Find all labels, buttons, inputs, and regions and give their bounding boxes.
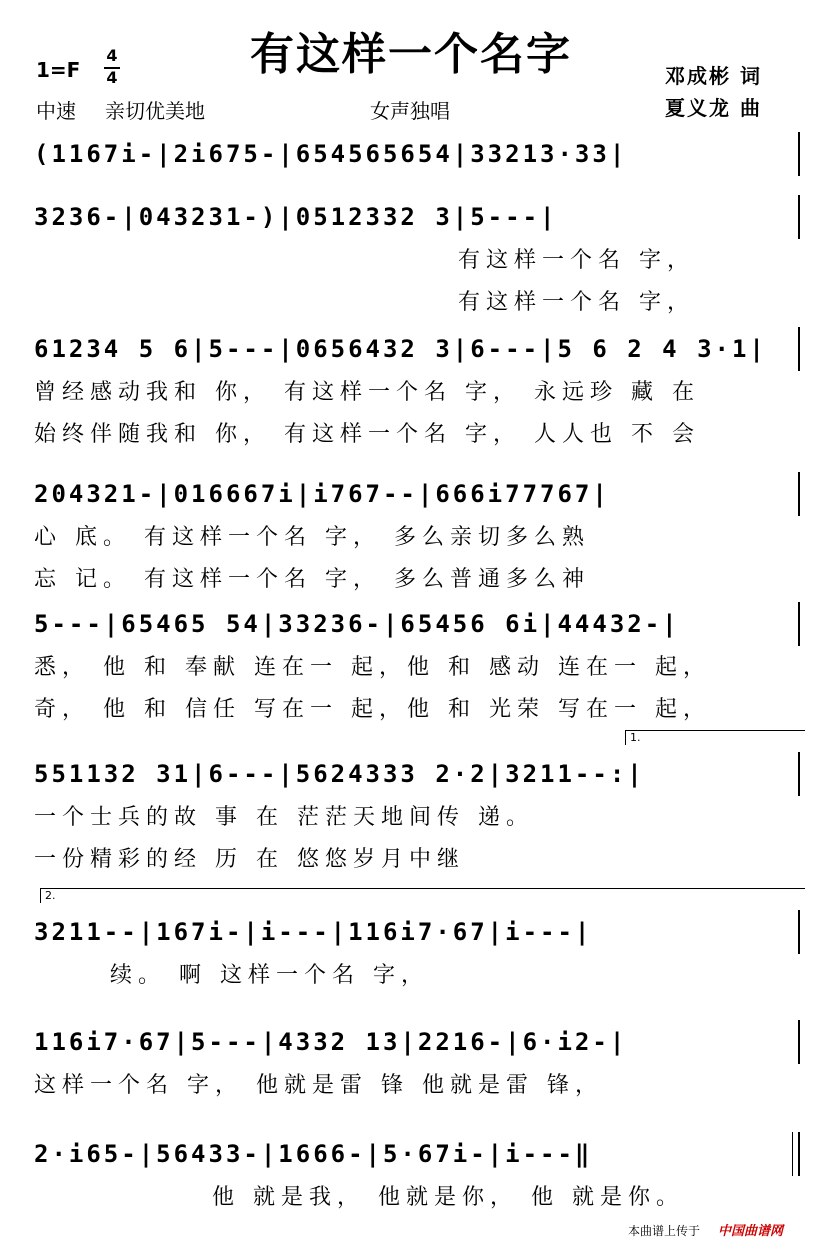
score-row-notes: 5---|65465 54|33236-|65456 6i|44432-|: [34, 610, 680, 638]
volta-bracket: 2.: [40, 888, 805, 903]
score-row-notes: 2·i65-|56433-|1666-|5·67i-|i---‖: [34, 1140, 593, 1168]
score-row-notes: 204321-|016667i|i767--|666i77767|: [34, 480, 610, 508]
composer-credit: 夏义龙 曲: [665, 96, 762, 120]
site-logo: 中国曲谱网: [718, 1224, 784, 1239]
time-signature-top: 4: [106, 46, 118, 65]
score-row-notes: 116i7·67|5---|4332 13|2216-|6·i2-|: [34, 1028, 628, 1056]
key-signature: 1=F: [36, 58, 81, 82]
lyric-line: 一份精彩的经 历 在 悠悠岁月中继: [34, 847, 465, 872]
expression-marking: 亲切优美地: [105, 99, 205, 123]
upload-note: 本曲谱上传于: [628, 1224, 701, 1238]
lyric-line: 奇， 他 和 信任 写在一 起，他 和 光荣 写在一 起，: [34, 697, 711, 722]
system-end-barline: [798, 327, 800, 371]
lyric-line: 有这样一个名 字，: [458, 248, 695, 273]
lyric-line: 有这样一个名 字，: [458, 290, 695, 315]
time-signature-bottom: 4: [106, 68, 118, 87]
system-end-barline: [798, 602, 800, 646]
lyric-line: 他 就是我， 他就是你， 他 就是你。: [212, 1185, 684, 1210]
system-end-barline: [798, 1132, 800, 1176]
final-barline: [792, 1132, 793, 1176]
score-row-notes: 551132 31|6---|5624333 2·2|3211--:|: [34, 760, 645, 788]
score-row-notes: (1167i-|2i675-|654565654|33213·33|: [34, 140, 628, 168]
lyric-line: 曾经感动我和 你， 有这样一个名 字， 永远珍 藏 在: [34, 380, 700, 405]
score-row-notes: 3211--|167i-|i---|116i7·67|i---|: [34, 918, 593, 946]
system-end-barline: [798, 195, 800, 239]
lyric-line: 悉， 他 和 奉献 连在一 起，他 和 感动 连在一 起，: [34, 655, 711, 680]
score-row-notes: 3236-|043231-)|0512332 3|5---|: [34, 203, 558, 231]
volta-bracket: 1.: [625, 730, 805, 745]
page-title: 有这样一个名字: [250, 29, 572, 80]
lyric-line: 一个士兵的故 事 在 茫茫天地间传 递。: [34, 805, 534, 830]
score-row-notes: 61234 5 6|5---|0656432 3|6---|5 6 2 4 3·1|: [34, 335, 767, 363]
performance-note: 女声独唱: [370, 99, 450, 123]
system-end-barline: [798, 1020, 800, 1064]
tempo-marking: 中速: [36, 99, 76, 123]
system-end-barline: [798, 472, 800, 516]
lyric-line: 心 底。 有这样一个名 字， 多么亲切多么熟: [34, 525, 590, 550]
lyric-line: 始终伴随我和 你， 有这样一个名 字， 人人也 不 会: [34, 422, 700, 447]
system-end-barline: [798, 752, 800, 796]
lyric-line: 忘 记。 有这样一个名 字， 多么普通多么神: [34, 567, 590, 592]
system-end-barline: [798, 910, 800, 954]
lyric-line: 续。 啊 这样一个名 字，: [110, 963, 429, 988]
lyricist-credit: 邓成彬 词: [665, 64, 762, 88]
lyric-line: 这样一个名 字， 他就是雷 锋 他就是雷 锋，: [34, 1073, 603, 1098]
system-end-barline: [798, 132, 800, 176]
